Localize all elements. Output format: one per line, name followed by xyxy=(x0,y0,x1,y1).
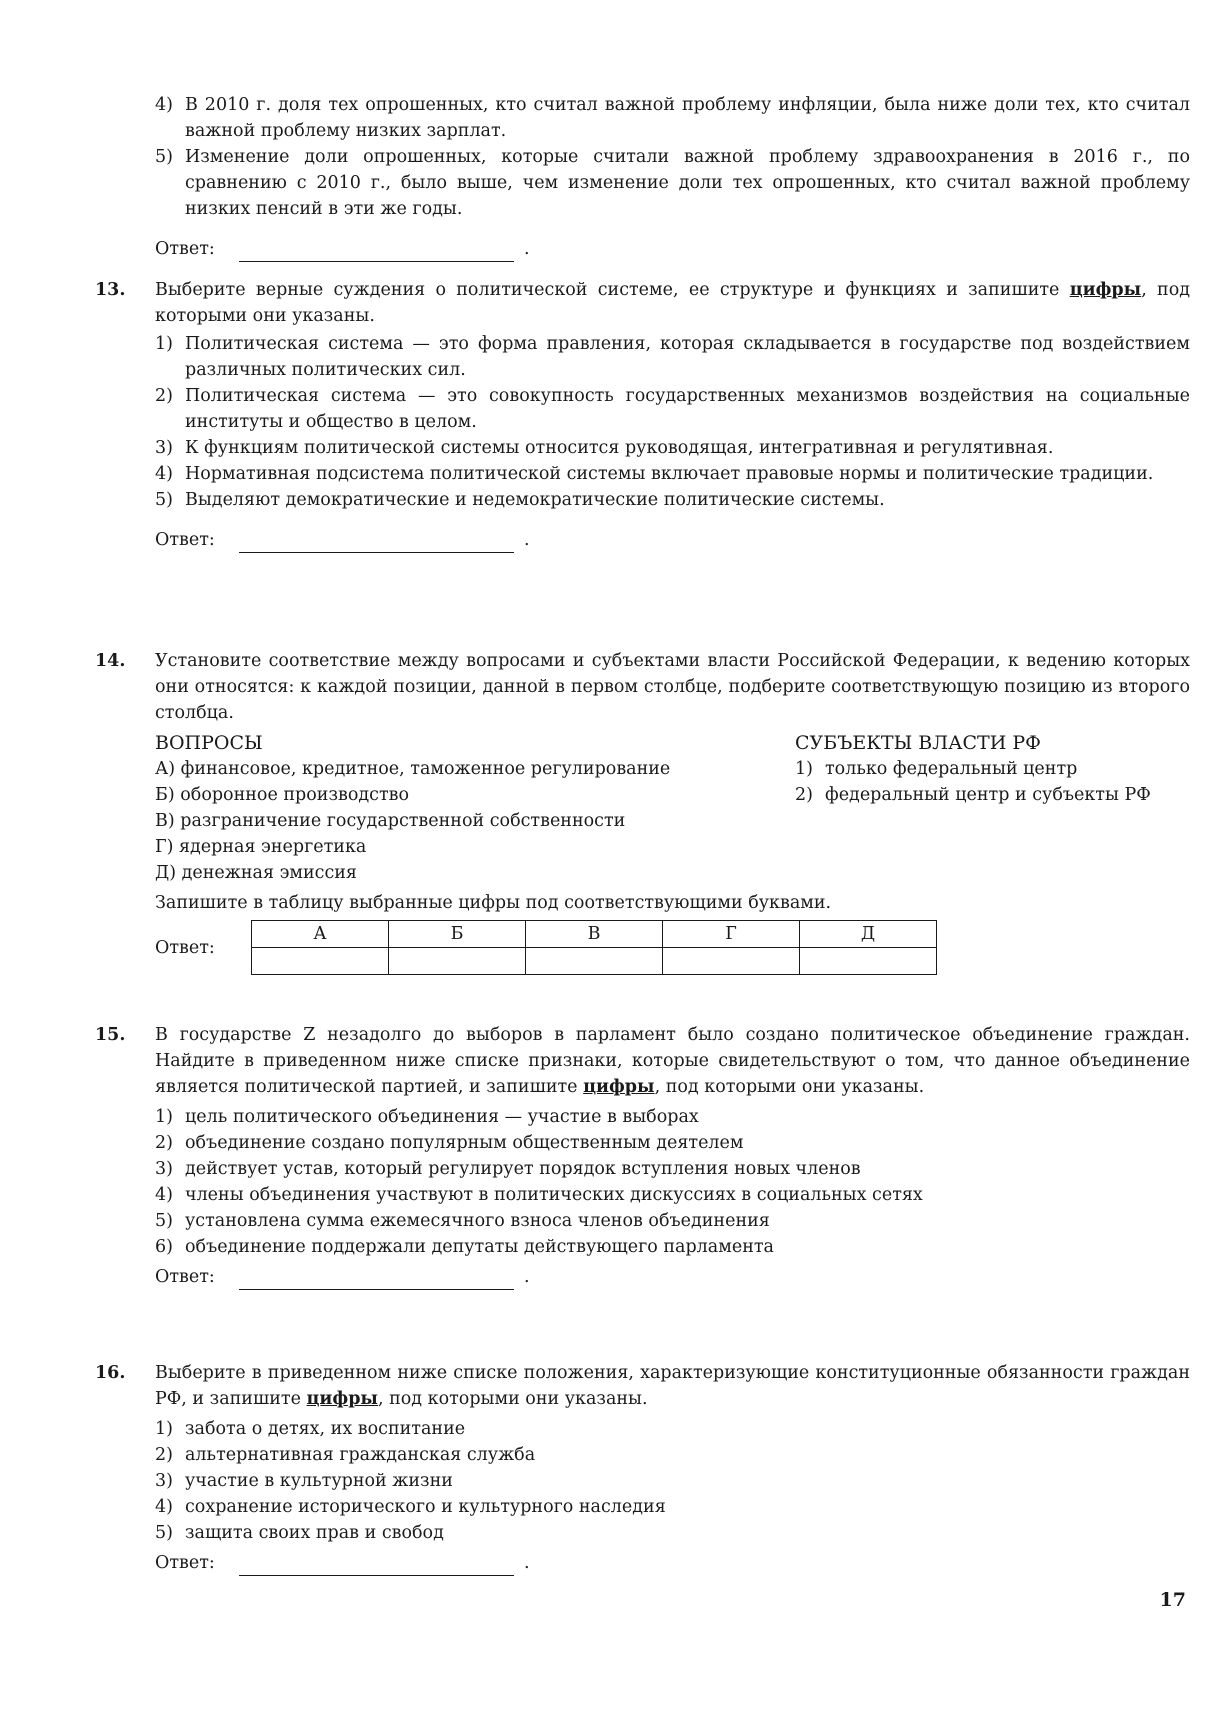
option: 5) Выделяют демократические и недемократические политические системы. xyxy=(155,490,885,510)
options-list xyxy=(155,1416,1190,1546)
list-item: Г) ядерная энергетика xyxy=(155,837,367,857)
answer-cell[interactable] xyxy=(252,948,389,975)
list-item: А) финансовое, кредитное, таможенное регулирование xyxy=(155,759,671,779)
list-item: Д) денежная эмиссия xyxy=(155,863,357,883)
option: 4) сохранение исторического и культурного наследия xyxy=(155,1497,666,1517)
option: 1) цель политического объединения — участие в выборах xyxy=(155,1107,699,1127)
options-list xyxy=(795,756,1190,808)
answer-line: Ответ: . xyxy=(155,1264,1190,1290)
option: 4) Нормативная подсистема политической системы включает правовые нормы и политические традиции. xyxy=(155,464,1154,484)
options-list xyxy=(155,331,1190,513)
option: 2) Политическая система — это совокупность государственных механизмов воздействия на социальные институты и общество в целом. xyxy=(155,386,1190,432)
option: 4) В 2010 г. доля тех опрошенных, кто считал важной проблему инфляции, была ниже доли тех, кто считал важной проблему низких зарплат. xyxy=(155,95,1190,141)
question-number: 16. xyxy=(95,1363,126,1383)
question-number: 15. xyxy=(95,1025,126,1045)
option: 3) участие в культурной жизни xyxy=(155,1471,453,1491)
question-14 xyxy=(95,648,1190,975)
question-13 xyxy=(95,277,1190,553)
option: 2) альтернативная гражданская служба xyxy=(155,1445,536,1465)
option: 5) Изменение доли опрошенных, которые считали важной проблему здравоохранения в 2016 г., по сравнению с 2010 г., было выше, чем изменение доли тех опрошенных, кто считал важной проблему низких пенсий в эти же годы. xyxy=(155,147,1190,219)
answer-blank[interactable] xyxy=(239,532,514,553)
answer-line: Ответ: . xyxy=(155,1550,1190,1576)
column-header: ВОПРОСЫ xyxy=(155,732,263,754)
answer-cell[interactable] xyxy=(526,948,663,975)
answer-blank[interactable] xyxy=(239,1269,514,1290)
question-12-tail xyxy=(95,92,1190,262)
option: 3) действует устав, который регулирует порядок вступления новых членов xyxy=(155,1159,861,1179)
question-number: 14. xyxy=(95,651,126,671)
question-stem: Выберите в приведенном ниже списке положения, характеризующие конституционные обязанности граждан РФ, и запишите цифры, под которыми они указаны. xyxy=(155,1363,1190,1409)
answer-label: Ответ: xyxy=(155,937,215,958)
answer-cell[interactable] xyxy=(663,948,800,975)
option: 5) установлена сумма ежемесячного взноса членов объединения xyxy=(155,1211,770,1231)
answer-label: Ответ: xyxy=(155,239,215,259)
option: 5) защита своих прав и свобод xyxy=(155,1523,444,1543)
table-header-cell: В xyxy=(526,921,663,948)
option: 1) Политическая система — это форма правления, которая складывается в государстве под воздействием различных политических сил. xyxy=(155,334,1190,380)
question-16 xyxy=(95,1360,1190,1576)
answer-line: Ответ: . xyxy=(155,236,1190,262)
option: 2) федеральный центр и субъекты РФ xyxy=(795,785,1151,805)
option: 4) члены объединения участвуют в политических дискуссиях в социальных сетях xyxy=(155,1185,923,1205)
answer-blank[interactable] xyxy=(239,1555,514,1576)
answer-label: Ответ: xyxy=(155,1553,215,1573)
table-header-cell: Д xyxy=(800,921,937,948)
matching-columns xyxy=(155,730,1190,886)
answer-cell[interactable] xyxy=(389,948,526,975)
question-number: 13. xyxy=(95,280,126,300)
answer-line: Ответ: . xyxy=(155,527,1190,553)
table-header-cell: Б xyxy=(389,921,526,948)
options-list xyxy=(155,1104,1190,1260)
question-stem: Установите соответствие между вопросами и субъектами власти Российской Федерации, к ведению которых они относятся: к каждой позиции, данной в первом столбце, подберите соответствующую позицию из второго столбца. xyxy=(155,651,1190,723)
table-header-cell: А xyxy=(252,921,389,948)
table-instruction: Запишите в таблицу выбранные цифры под соответствующими буквами. xyxy=(155,893,832,913)
questions-column xyxy=(155,730,795,886)
question-stem: В государстве Z незадолго до выборов в парламент было создано политическое объединение граждан. Найдите в приведенном ниже списке признаки, которые свидетельствуют о том, что данное объединение является политической партией, и запишите цифры, под которыми они указаны. xyxy=(155,1025,1190,1097)
list-item: В) разграничение государственной собственности xyxy=(155,811,626,831)
option: 6) объединение поддержали депутаты действующего парламента xyxy=(155,1237,774,1257)
page-number: 17 xyxy=(1159,1589,1186,1611)
option: 1) забота о детях, их воспитание xyxy=(155,1419,466,1439)
answer-label: Ответ: xyxy=(155,1267,215,1287)
answer-cell[interactable] xyxy=(800,948,937,975)
option: 3) К функциям политической системы относится руководящая, интегративная и регулятивная. xyxy=(155,438,1054,458)
column-header: СУБЪЕКТЫ ВЛАСТИ РФ xyxy=(795,732,1041,754)
option: 1) только федеральный центр xyxy=(795,759,1078,779)
answer-table xyxy=(251,920,937,975)
option: 2) объединение создано популярным общественным деятелем xyxy=(155,1133,744,1153)
options-list xyxy=(155,92,1190,222)
answer-table-row xyxy=(155,920,1190,975)
list-item: Б) оборонное производство xyxy=(155,785,410,805)
answer-label: Ответ: xyxy=(155,530,215,550)
table-header-cell: Г xyxy=(663,921,800,948)
question-stem: Выберите верные суждения о политической системе, ее структуре и функциях и запишите цифры, под которыми они указаны. xyxy=(155,280,1190,326)
question-15 xyxy=(95,1022,1190,1290)
answer-blank[interactable] xyxy=(239,241,514,262)
subjects-column xyxy=(795,730,1190,886)
